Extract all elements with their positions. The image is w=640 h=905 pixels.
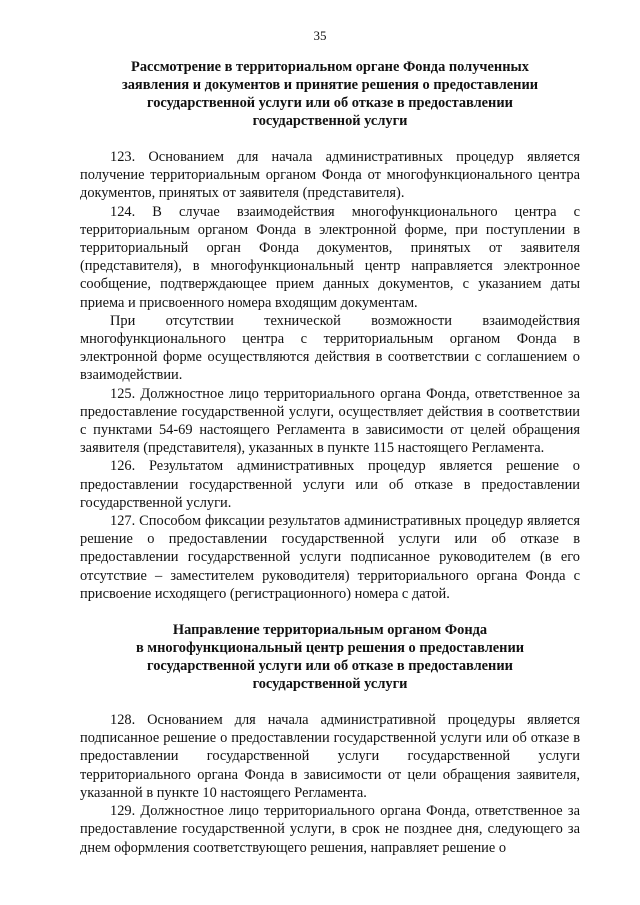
page-number: 35 <box>313 28 327 43</box>
heading-line: государственной услуги <box>252 676 408 693</box>
section-heading-sending <box>80 621 580 693</box>
paragraph-129: 129. Должностное лицо территориального органа Фонда, ответственное за предоставление государственной услуги, в срок не позднее дня, следующего за днем оформления соответствующего решения, направляет решение о <box>80 803 580 856</box>
heading-line: в многофункциональный центр решения о предоставлении <box>135 640 525 657</box>
heading-line: государственной услуги или об отказе в предоставлении <box>147 95 513 111</box>
heading-line: государственной услуги <box>252 113 408 129</box>
paragraph-128: 128. Основанием для начала административной процедуры является подписанное решение о предоставлении государственной услуги или об отказе в предоставлении государственной услуги государственной услуги территориального органа Фонда в зависимости от цели обращения заявителя, указанной в пункте 10 настоящего Регламента. <box>80 712 580 801</box>
paragraph-124-continued: При отсутствии технической возможности взаимодействия многофункционального центра с территориальным органом Фонда в электронной форме осуществляются действия в соответствии с соглашением о взаимодействии. <box>80 312 580 384</box>
heading-line: государственной услуги или об отказе в предоставлении <box>147 658 513 675</box>
heading-line: Рассмотрение в территориальном органе Фонда полученных <box>131 59 529 75</box>
document-body <box>80 56 580 857</box>
heading-line: заявления и документов и принятие решения о предоставлении <box>121 77 539 93</box>
paragraph-126: 126. Результатом административных процедур является решение о предоставлении государственной услуги или об отказе в предоставлении государственной услуги. <box>80 458 580 511</box>
section-heading-review <box>80 58 580 130</box>
paragraph-123: 123. Основанием для начала административных процедур является получение территориальным органом Фонда от многофункционального центра документов, принятых от заявителя (представителя). <box>80 149 580 202</box>
heading-line: Направление территориальным органом Фонда <box>172 622 488 639</box>
paragraph-125: 125. Должностное лицо территориального органа Фонда, ответственное за предоставление государственной услуги, осуществляет действия в соответствии с пунктами 54-69 настоящего Регламента в зависимости от целей обращения заявителя (представителя), указанных в пункте 115 настоящего Регламента. <box>80 385 580 457</box>
paragraph-127: 127. Способом фиксации результатов административных процедур является решение о предоставлении государственной услуги или об отказе в предоставлении государственной услуги подписанное руководителем (в его отсутствие – заместителем руководителя) территориального органа Фонда с присвоение исходящего (регистрационного) номера с датой. <box>80 513 580 602</box>
paragraph-124: 124. В случае взаимодействия многофункционального центра с территориальным органом Фонда в электронной форме, при поступлении в территориальный орган Фонда документов, принятых от заявителя (представителя), в многофункциональный центр направляется электронное сообщение, подтверждающее прием данных документов, с указанием даты приема и присвоенного номера входящим документам. <box>80 203 580 311</box>
